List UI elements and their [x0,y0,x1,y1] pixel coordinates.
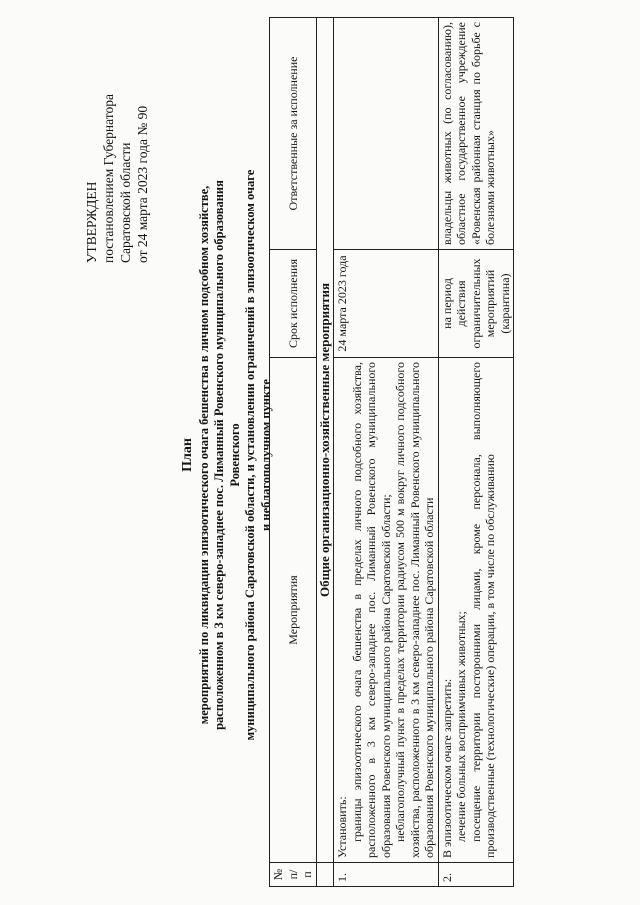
activity-lead: В эпизоотическом очаге запретить: [439,678,454,858]
row-responsible: владельцы животных (по согласованию), областное государственное учреждение «Ровенская районная станция по борьбе с болезнями животных» [438,18,514,250]
approval-line-1: УТВЕРЖДЕН [84,181,99,263]
title-line-1: мероприятий по ликвидации эпизоотического очага бешенства в личном подсобном хозяйстве, [196,185,211,725]
row-number: 2. [438,863,514,887]
document-title [180,155,274,755]
row-responsible [334,18,439,250]
approval-stamp [83,94,151,263]
row-activity [334,358,439,863]
row-number: 1. [334,863,439,887]
table-row [438,18,514,887]
activity-item: границы эпизоотического очага бешенства в пределах личного подсобного хозяйства, расположенного в 3 км северо-западнее пос. Лиманный Ровенского муниципального образования Ровенского муниципального района Саратовской области; [349,362,393,858]
row-activity [438,358,514,863]
title-line-2: расположенном в 3 км северо-западнее пос. Лиманный Ровенского муниципального образования Ровенского [212,180,242,730]
approval-line-4: от 24 марта 2023 года № 90 [135,105,150,263]
row-term: 24 марта 2023 года [334,250,439,358]
activity-lead: Установить: [335,796,349,858]
plan-table [269,17,514,887]
header-activity: Мероприятия [270,358,317,863]
header-responsible: Ответственные за исполнение [270,18,317,250]
table-header-row [270,18,317,887]
activity-item: лечение больных восприимчивых животных; [454,611,468,842]
approval-line-3: Саратовской области [118,142,133,263]
title-line-3: муниципального района Саратовской области, и установлении ограничений в эпизоотическом очаге [243,169,257,741]
approval-line-2: постановлением Губернатора [101,94,116,263]
activity-item: посещение территории посторонними лицами, кроме персонала, выполняющего производственные (технологические) операции, в том числе по обслуживанию [468,362,497,858]
section-row [316,18,334,887]
row-term: на период действия ограничительных мероприятий (карантина) [438,250,514,358]
header-term: Срок исполнения [270,250,317,358]
title-heading: План [180,438,195,472]
header-num: № п/п [270,863,317,887]
table-row [334,18,439,887]
section-title: Общие организационно-хозяйственные мероприятия [316,18,334,863]
title-line-4: и неблагополучном пункте [258,379,273,531]
activity-item: неблагополучный пункт в пределах территории радиусом 500 м вокруг личного подсобного хозяйства, расположенного в 3 км северо-западнее пос. Лиманный Ровенского муниципального образования Ровенского муниципального района Саратовской области [393,362,436,858]
